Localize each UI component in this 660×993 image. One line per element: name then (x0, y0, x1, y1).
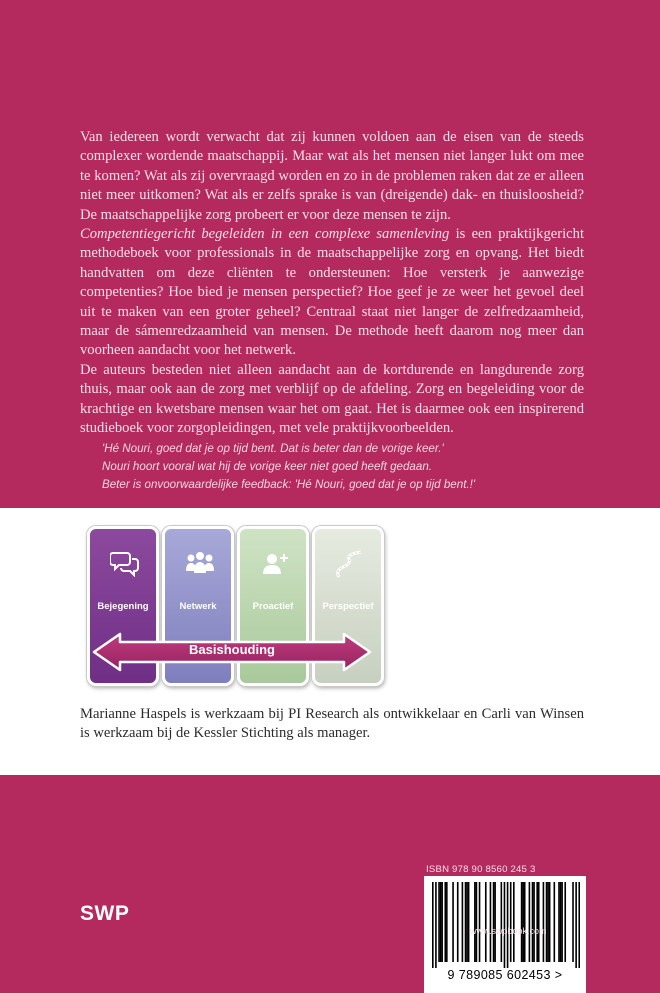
barcode-bar (490, 882, 492, 962)
person-add-icon (260, 549, 290, 579)
barcode-bar (468, 882, 470, 962)
speech-bubbles-icon (110, 549, 140, 579)
blurb-paragraph-2-rest: is een praktijkgericht methodeboek voor professionals in de maatschappelijke zorg en opvang. Het biedt handvatten om deze cliënten te ondersteunen: Hoe versterk je aanwezige competenties? Hoe bied je mensen perspectief? Hoe geef je ze weer het gevoel deel uit te maken van een groter geheel? Centraal staat niet langer de zelfredzaamheid, maar de sámenredzaamheid van mensen. De methode heeft daarom nog meer dan voorheen aandacht voor het netwerk. (80, 226, 584, 359)
barcode-bar (510, 882, 512, 962)
barcode-bar (441, 882, 443, 962)
card-label-proactief: Proactief (252, 601, 294, 612)
barcode-bar (446, 882, 448, 962)
barcode-bar (522, 882, 524, 962)
barcode-bar (572, 882, 574, 962)
barcode-bar (529, 882, 531, 962)
barcode-bar (452, 882, 454, 962)
winding-road-icon (335, 549, 365, 579)
barcode-bar (561, 882, 563, 962)
method-section (0, 508, 660, 775)
barcode-bar (558, 882, 560, 962)
barcode-bar (564, 882, 566, 962)
card-label-netwerk: Netwerk (179, 601, 217, 612)
arrow-label: Basishouding (189, 642, 275, 657)
barcode-bar (575, 882, 577, 968)
example-quote (102, 440, 582, 494)
people-group-icon (185, 549, 215, 579)
barcode-bar (513, 882, 515, 962)
publisher-logo: SWP (80, 902, 130, 925)
barcode-bar (507, 882, 509, 968)
website-text: www.swpbook.com (470, 926, 547, 936)
barcode-bar (444, 882, 446, 962)
barcode-digits: 9 789085 602453 > (447, 968, 563, 982)
quote-line-3: Beter is onvoorwaardelijke feedback: 'Hé Nouri, goed dat je op tijd bent.!' (102, 478, 476, 491)
card-label-perspectief: Perspectief (322, 601, 374, 612)
barcode-bar (524, 882, 526, 962)
barcode-bars (432, 882, 580, 968)
barcode-bar (494, 882, 496, 962)
blurb-text (80, 128, 584, 439)
barcode-bar (504, 882, 506, 968)
blurb-paragraph-3: De auteurs besteden niet alleen aandacht aan de kortdurende en langdurende zorg thuis, maar ook aan de zorg met verblijf op de afdeling. Zorg en begeleiding voor de krachtige en kwetsbare mensen waar het om gaat. Het is daarmee ook een inspirerend studieboek voor zorgopleidingen, met vele praktijkvoorbeelden. (80, 361, 584, 437)
quote-line-1: 'Hé Nouri, goed dat je op tijd bent. Dat is beter dan de vorige keer.' (102, 442, 444, 455)
barcode-bar (532, 882, 534, 962)
barcode-bar (465, 882, 467, 962)
barcode-bar (560, 882, 562, 962)
card-label-bejegening: Bejegening (97, 601, 149, 612)
barcode-bar (457, 882, 459, 962)
barcode-bar (521, 882, 523, 962)
barcode-bar (466, 882, 468, 962)
barcode-bar (546, 882, 548, 962)
barcode-bar (549, 882, 551, 962)
barcode-bar (554, 882, 556, 962)
barcode-bar (543, 882, 545, 962)
barcode-bar (479, 882, 481, 962)
blurb-paragraph-1: Van iedereen wordt verwacht dat zij kunnen voldoen aan de eisen van de steeds complexer wordende maatschappij. Maar wat als het mensen niet langer lukt om mee te komen? Wat als zij overvraagd worden en zo in de problemen raken dat ze er alleen niet meer uitkomen? Wat als er zelfs sprake is van (dreigende) dak- en thuisloosheid? De maatschappelijke zorg probeert er voor deze mensen te zijn. (80, 129, 584, 223)
barcode-bar (432, 882, 434, 968)
barcode-bar (536, 882, 538, 962)
barcode-bar (474, 882, 476, 962)
blurb-paragraph-2 (80, 225, 584, 361)
quote-line-2: Nouri hoort vooral wat hij de vorige keer niet goed heeft gedaan. (102, 460, 432, 473)
barcode-bar (493, 882, 495, 962)
barcode-bar (435, 882, 437, 968)
barcode-bar (476, 882, 478, 962)
barcode-bar (501, 882, 503, 962)
barcode-bar (440, 882, 442, 962)
authors-note: Marianne Haspels is werkzaam bij PI Research als ontwikkelaar en Carli van Winsen is werkzaam bij de Kessler Stichting als manager. (80, 706, 584, 742)
method-diagram (80, 526, 384, 686)
barcode-bar (438, 882, 440, 962)
isbn-text: ISBN 978 90 8560 245 3 (426, 864, 536, 875)
barcode-bar (547, 882, 549, 962)
book-title-italic: Competentiegericht begeleiden in een complexe samenleving (80, 226, 450, 243)
footer-section (0, 775, 660, 982)
barcode-bar (578, 882, 580, 968)
barcode-bar (538, 882, 540, 962)
barcode-bar (485, 882, 487, 962)
barcode-bar (533, 882, 535, 962)
barcode-bar (462, 882, 464, 962)
